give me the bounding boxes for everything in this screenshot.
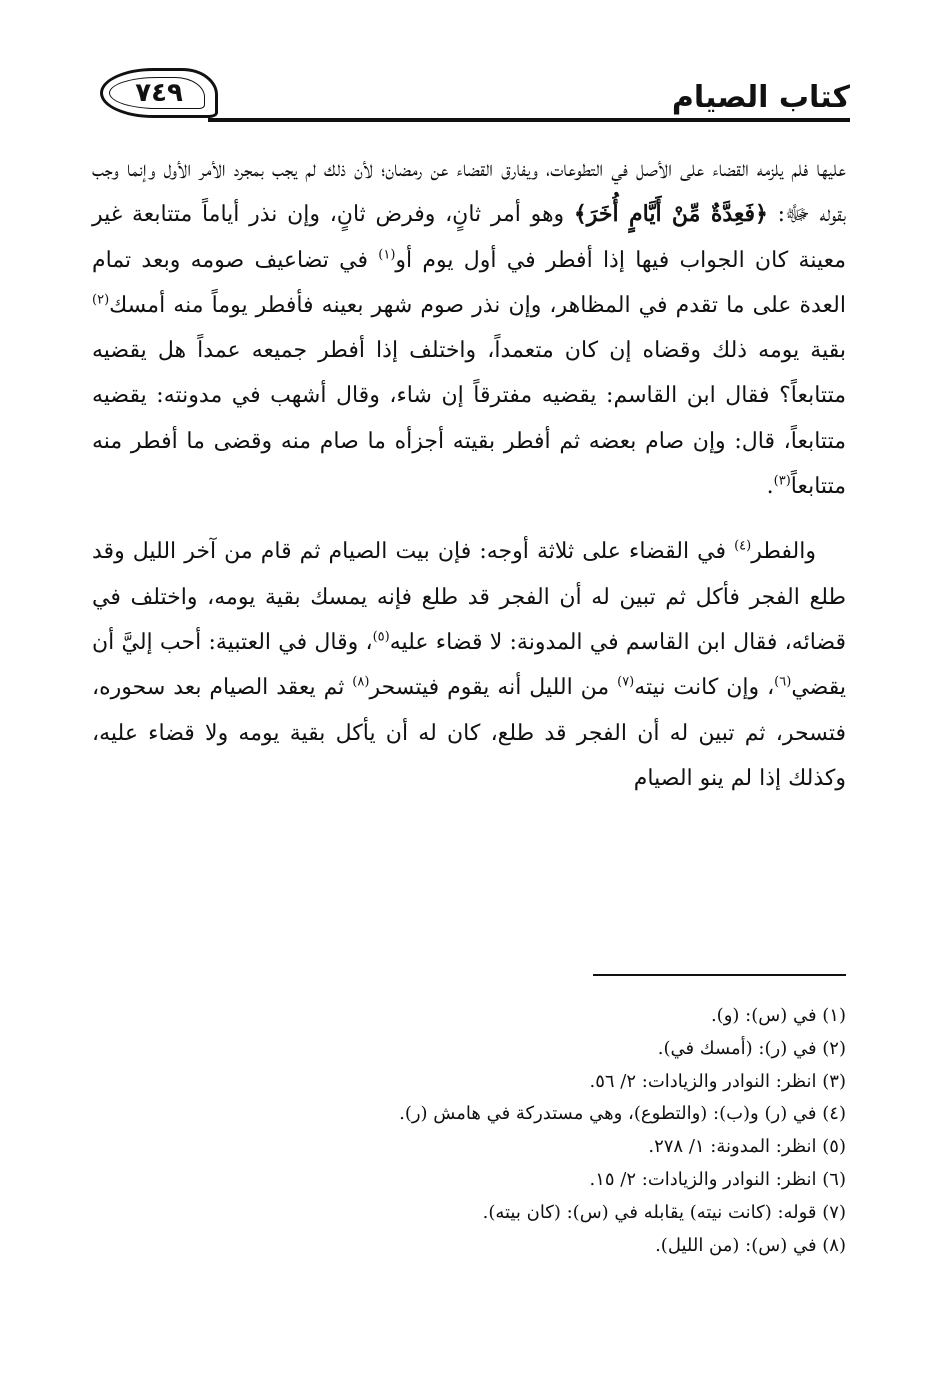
text-run: وهو أمر ثانٍ، وفرض ثانٍ، وإن نذر أياماً متتابعة غير معينة كان الجواب فيها إذا أفطر في أول يوم أو bbox=[92, 202, 846, 273]
footnote-item: (٦) انظر: النوادر والزيادات: ٢/ ١٥. bbox=[589, 1168, 846, 1190]
text-run: في تضاعيف صومه وبعد تمام العدة على ما تقدم في المظاهر، وإن نذر صوم شهر بعينه فأفطر يوماً منه أمسك bbox=[92, 247, 846, 318]
chapter-title: كتاب الصيام bbox=[671, 80, 850, 115]
footnote-item: (٤) في (ر) و(ب): (والتطوع)، وهي مستدركة في هامش (ر). bbox=[399, 1103, 846, 1125]
page-header bbox=[100, 68, 850, 128]
text-run: ، وقال في العتبية: أحب إليَّ أن يقضي bbox=[92, 629, 846, 701]
footnote-separator bbox=[593, 974, 846, 976]
text-run: والفطر bbox=[751, 539, 816, 565]
footnote-ref-3: (٣) bbox=[773, 473, 791, 489]
text-run: في القضاء على ثلاثة أوجه: فإن بيت الصيام ثم قام من آخر الليل وقد طلع الفجر فأكل ثم تبين له أن الفجر قد طلع فإنه يمسك بقية يومه، واختلف في قضائه، فقال ابن القاسم في المدونة: لا قضاء عليه bbox=[92, 539, 846, 655]
header-rule bbox=[208, 118, 850, 122]
footnote-ref-8: (٨) bbox=[352, 674, 370, 690]
paragraph-1 bbox=[92, 147, 846, 509]
page-number: ٧٤٩ bbox=[135, 78, 183, 108]
text-run: ثم يعقد الصيام بعد سحوره، فتسحر، ثم تبين له أن الفجر قد طلع، كان له أن يأكل بقية يومه ولا قضاء عليه، وكذلك إذا لم ينو الصيام bbox=[92, 675, 846, 791]
footnote-item: (٨) في (س): (من الليل). bbox=[655, 1234, 846, 1256]
footnotes-list bbox=[92, 1000, 846, 1262]
footnote-ref-2: (٢) bbox=[92, 292, 110, 308]
footnote-item: (١) في (س): (و). bbox=[710, 1005, 846, 1026]
footnote-ref-7: (٧) bbox=[617, 674, 635, 690]
page-number-badge bbox=[100, 68, 218, 118]
paragraph-2 bbox=[92, 529, 846, 801]
footnote-ref-1: (١) bbox=[378, 247, 396, 263]
quran-verse: ﴿فَعِدَّةٌ مِّنْ أَيَّامٍ أُخَرَ﴾ bbox=[573, 201, 768, 228]
footnote-ref-6: (٦) bbox=[774, 674, 792, 690]
footnote-item: (٣) انظر: النوادر والزيادات: ٢/ ٥٦. bbox=[589, 1070, 846, 1092]
text-run: من الليل أنه يقوم فيتسحر bbox=[369, 675, 618, 701]
main-text bbox=[92, 147, 846, 801]
text-run: ، وإن كانت نيته bbox=[634, 675, 775, 701]
footnote-item: (٧) قوله: (كانت نيته) يقابله في (س): (كان بيته). bbox=[482, 1201, 846, 1223]
footnote-item: (٥) انظر: المدونة: ١/ ٢٧٨. bbox=[648, 1136, 846, 1158]
text-run: عليها فلم يلزمه القضاء على الأصل في التطوعات، ويفارق القضاء عن رمضان؛ لأن ذلك لم يجب بمجرد الأمر الأول وإنما وجب بقوله ﷻ: bbox=[92, 157, 847, 228]
text-run: . bbox=[766, 474, 774, 500]
footnote-ref-5: (٥) bbox=[372, 629, 390, 645]
footnote-ref-4: (٤) bbox=[734, 539, 752, 555]
footnote-item: (٢) في (ر): (أمسك في). bbox=[657, 1037, 846, 1059]
text-run: بقية يومه ذلك وقضاه إن كان متعمداً، واختلف إذا أفطر جميعه عمداً هل يقضيه متتابعاً؟ فقال ابن القاسم: يقضيه مفترقاً إن شاء، وقال أشهب في مدونته: يقضيه متتابعاً، قال: وإن صام بعضه ثم أفطر بقيته أجزأه ما صام منه وقضى ما أفطر منه متتابعاً bbox=[92, 338, 846, 500]
